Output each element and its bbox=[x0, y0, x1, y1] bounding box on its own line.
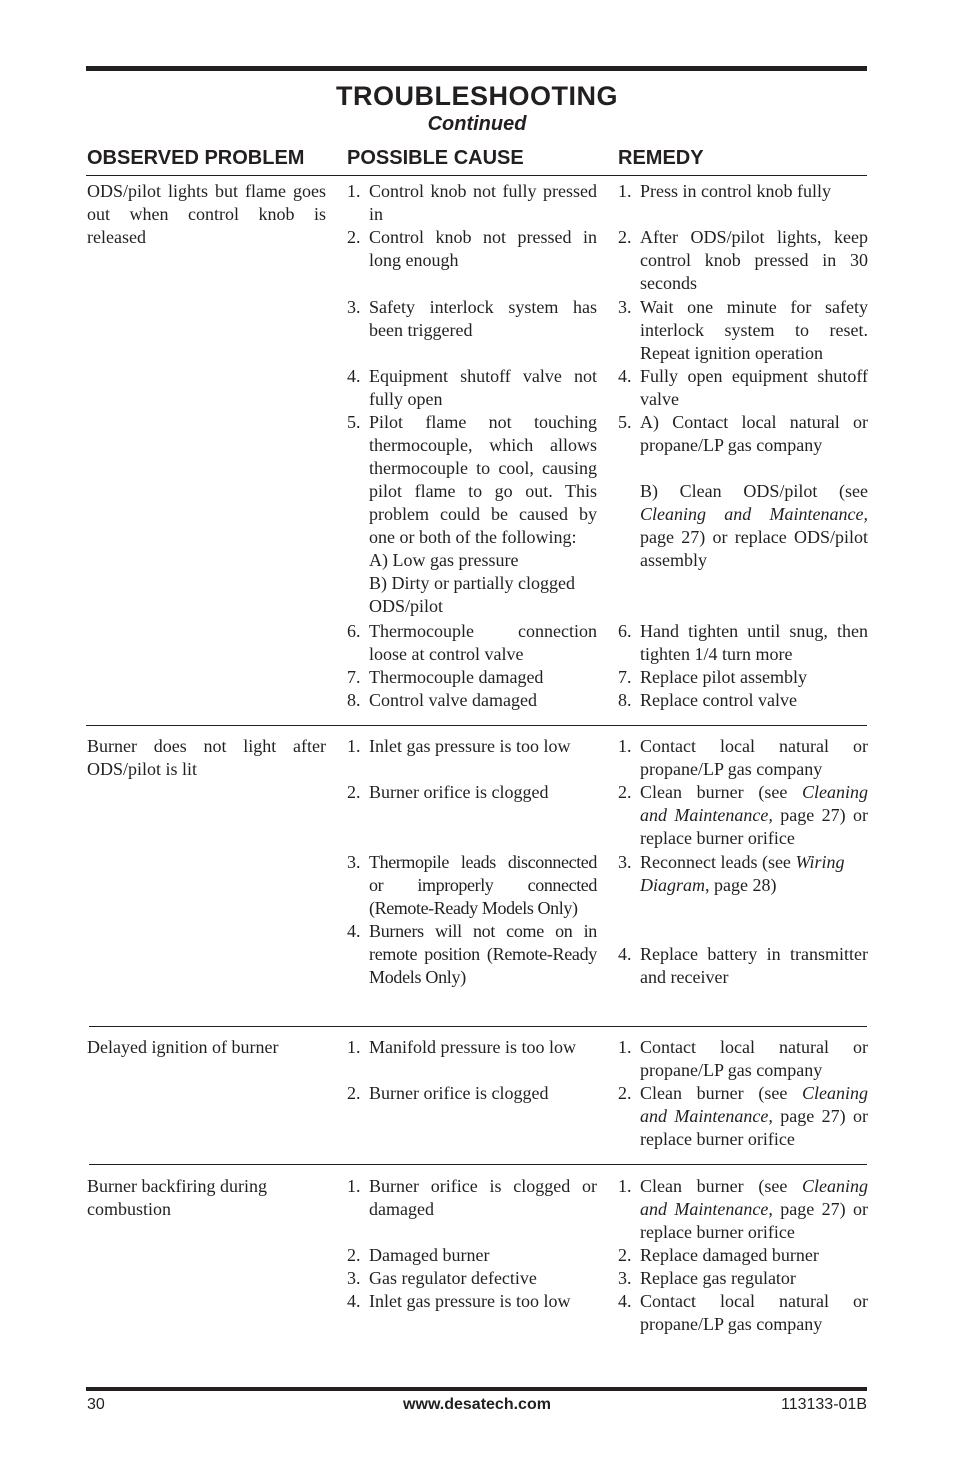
website-link[interactable]: www.desatech.com bbox=[403, 1396, 551, 1413]
section-divider bbox=[86, 725, 867, 726]
problem-text: ODS/pilot lights but flame goes out when control knob is released bbox=[87, 181, 326, 247]
column-header-problem: OBSERVED PROBLEM bbox=[87, 147, 305, 169]
cause-item: 7. Thermocouple damaged bbox=[347, 667, 544, 687]
page-title: TROUBLESHOOTING bbox=[336, 81, 618, 111]
remedy-item: 4. Replace battery in transmitter and receiver bbox=[618, 944, 868, 987]
cause-item: 4. Inlet gas pressure is too low bbox=[347, 1291, 571, 1311]
remedy-item: 3. Reconnect leads (see Wiring Diagram, page 28) bbox=[618, 852, 845, 895]
problem-text: Delayed ignition of burner bbox=[87, 1037, 279, 1057]
cause-item: 4. Equipment shutoff valve not fully open bbox=[347, 366, 597, 409]
page-subtitle: Continued bbox=[427, 113, 527, 135]
remedy-item: 1. Press in control knob fully bbox=[618, 181, 831, 201]
page-number: 30 bbox=[87, 1396, 105, 1413]
remedy-item: 7. Replace pilot assembly bbox=[618, 667, 807, 687]
cause-item: 2. Control knob not pressed in long enough bbox=[347, 227, 597, 270]
cause-item: 1. Inlet gas pressure is too low bbox=[347, 736, 571, 756]
cause-item: 5. Pilot flame not touching thermocouple, which allows thermocouple to cool, causing pilot flame to go out. This problem could be caused by one or both of the following: A) Low gas pressure B) Dirty or partially clogged ODS/pilot bbox=[347, 412, 597, 616]
cause-item: 4. Burners will not come on in remote position (Remote-Ready Models Only) bbox=[347, 921, 597, 987]
cause-item: 3. Thermopile leads disconnected or improperly connected (Remote-Ready Models Only) bbox=[347, 852, 597, 918]
remedy-item: 2. Replace damaged burner bbox=[618, 1245, 819, 1265]
remedy-item: 2. After ODS/pilot lights, keep control knob pressed in 30 seconds bbox=[618, 227, 868, 293]
cause-item: 2. Burner orifice is clogged bbox=[347, 1083, 549, 1103]
remedy-item: 4. Contact local natural or propane/LP gas company bbox=[618, 1291, 868, 1334]
remedy-item: 2. Clean burner (see Cleaning and Maintenance, page 27) or replace burner orifice bbox=[618, 782, 868, 848]
section-divider bbox=[89, 1164, 867, 1165]
cause-item: 3. Gas regulator defective bbox=[347, 1268, 537, 1288]
remedy-item: 1. Contact local natural or propane/LP gas company bbox=[618, 1037, 868, 1080]
cause-item: 3. Safety interlock system has been triggered bbox=[347, 297, 597, 340]
column-header-cause: POSSIBLE CAUSE bbox=[347, 147, 524, 169]
problem-text: Burner backfiring during combustion bbox=[87, 1176, 267, 1219]
section-divider bbox=[89, 1026, 867, 1027]
remedy-item: 5. A) Contact local natural or propane/LP gas company B) Clean ODS/pilot (see Cleaning and Maintenance, page 27) or replace ODS/pilot assembly bbox=[618, 412, 868, 570]
remedy-item: 6. Hand tighten until snug, then tighten 1/4 turn more bbox=[618, 621, 868, 664]
problem-text: Burner does not light after ODS/pilot is lit bbox=[87, 736, 326, 779]
cause-item: 1. Control knob not fully pressed in bbox=[347, 181, 597, 224]
cause-item: 8. Control valve damaged bbox=[347, 690, 537, 710]
header-divider bbox=[86, 175, 867, 176]
remedy-item: 1. Contact local natural or propane/LP gas company bbox=[618, 736, 868, 779]
remedy-item: 3. Replace gas regulator bbox=[618, 1268, 796, 1288]
cause-item: 1. Burner orifice is clogged or damaged bbox=[347, 1176, 597, 1219]
remedy-item: 2. Clean burner (see Cleaning and Maintenance, page 27) or replace burner orifice bbox=[618, 1083, 868, 1149]
cause-item: 6. Thermocouple connection loose at control valve bbox=[347, 621, 597, 664]
remedy-item: 3. Wait one minute for safety interlock system to reset. Repeat ignition operation bbox=[618, 297, 868, 363]
cause-item: 2. Damaged burner bbox=[347, 1245, 490, 1265]
cause-item: 2. Burner orifice is clogged bbox=[347, 782, 549, 802]
document-number: 113133-01B bbox=[781, 1396, 867, 1413]
bottom-rule bbox=[86, 1387, 867, 1391]
remedy-item: 4. Fully open equipment shutoff valve bbox=[618, 366, 868, 409]
cause-item: 1. Manifold pressure is too low bbox=[347, 1037, 576, 1057]
remedy-item: 1. Clean burner (see Cleaning and Maintenance, page 27) or replace burner orifice bbox=[618, 1176, 868, 1242]
remedy-item: 8. Replace control valve bbox=[618, 690, 797, 710]
top-rule bbox=[86, 66, 867, 71]
column-header-remedy: REMEDY bbox=[618, 147, 704, 169]
